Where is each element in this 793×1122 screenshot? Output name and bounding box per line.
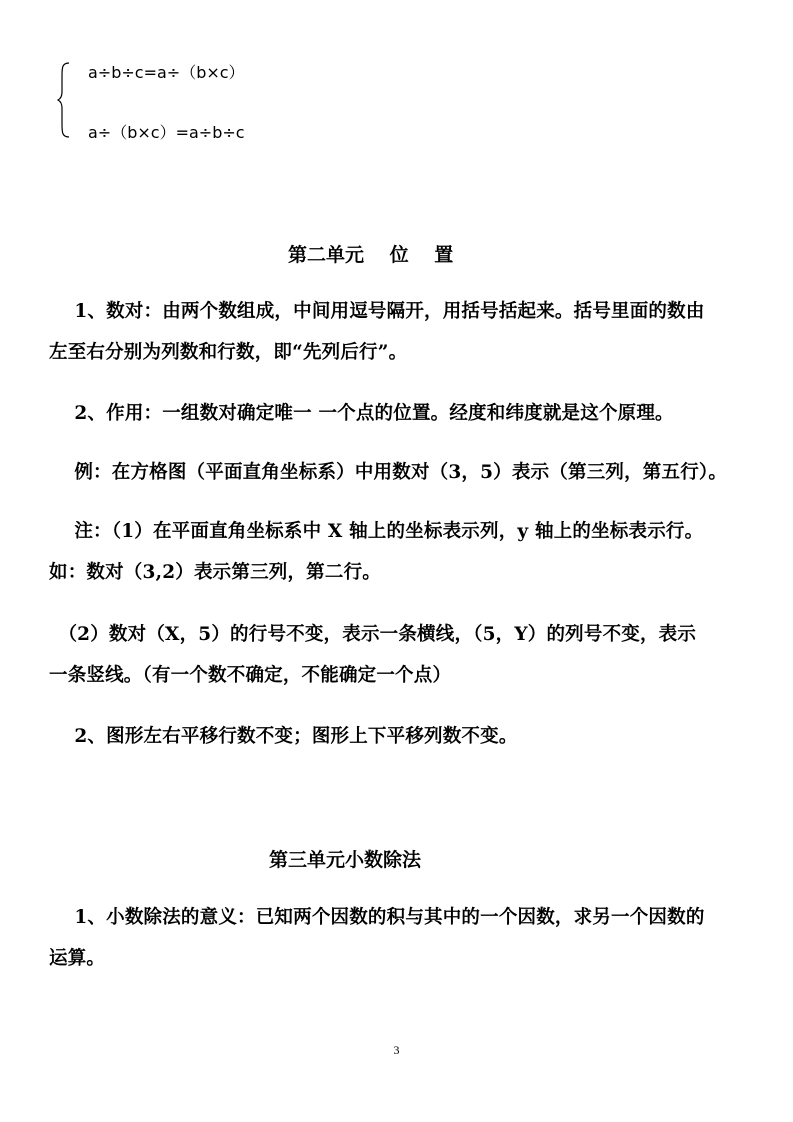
text-line: 如：数对（3,2）表示第三列，第二行。	[49, 562, 381, 583]
unit2-paragraph-5	[49, 614, 749, 696]
unit2-paragraph-1	[49, 291, 749, 373]
unit2-paragraph-6	[49, 716, 749, 757]
text-line: 2、作用：一组数对确定唯一 一个点的位置。经度和纬度就是这个原理。	[49, 403, 674, 424]
text-line: 左至右分别为列数和行数，即“先列后行”。	[49, 342, 408, 363]
unit2-paragraph-2	[49, 393, 749, 434]
text-line: 2、图形左右平移行数不变；图形上下平移列数不变。	[49, 726, 518, 747]
text-line: 注：（1）在平面直角坐标系中 X 轴上的坐标表示列，y 轴上的坐标表示行。	[49, 521, 704, 542]
text-line: 运算。	[49, 948, 106, 969]
formula-line-2: a÷（b×c）=a÷b÷c	[88, 123, 245, 142]
text-line: 一条竖线。（有一个数不确定，不能确定一个点）	[49, 665, 452, 686]
text-line: 例：在方格图（平面直角坐标系）中用数对（3，5）表示（第三列，第五行）。	[49, 462, 728, 483]
unit2-paragraph-4	[49, 511, 749, 593]
text-line: 1、小数除法的意义：已知两个因数的积与其中的一个因数，求另一个因数的	[49, 907, 705, 928]
text-line: （2）数对（X，5）的行号不变，表示一条横线，（5，Y）的列号不变，表示	[49, 624, 697, 645]
unit3-paragraph-1	[49, 897, 749, 979]
unit2-title: 第二单元 位 置	[288, 244, 454, 266]
page-number: 3	[393, 1043, 400, 1057]
text-line: 1、数对：由两个数组成，中间用逗号隔开，用括号括起来。括号里面的数由	[49, 301, 705, 322]
unit3-title: 第三单元小数除法	[269, 849, 422, 871]
left-brace	[57, 62, 71, 138]
formula-line-1: a÷b÷c=a÷（b×c）	[88, 63, 245, 82]
unit2-paragraph-3	[49, 452, 749, 493]
